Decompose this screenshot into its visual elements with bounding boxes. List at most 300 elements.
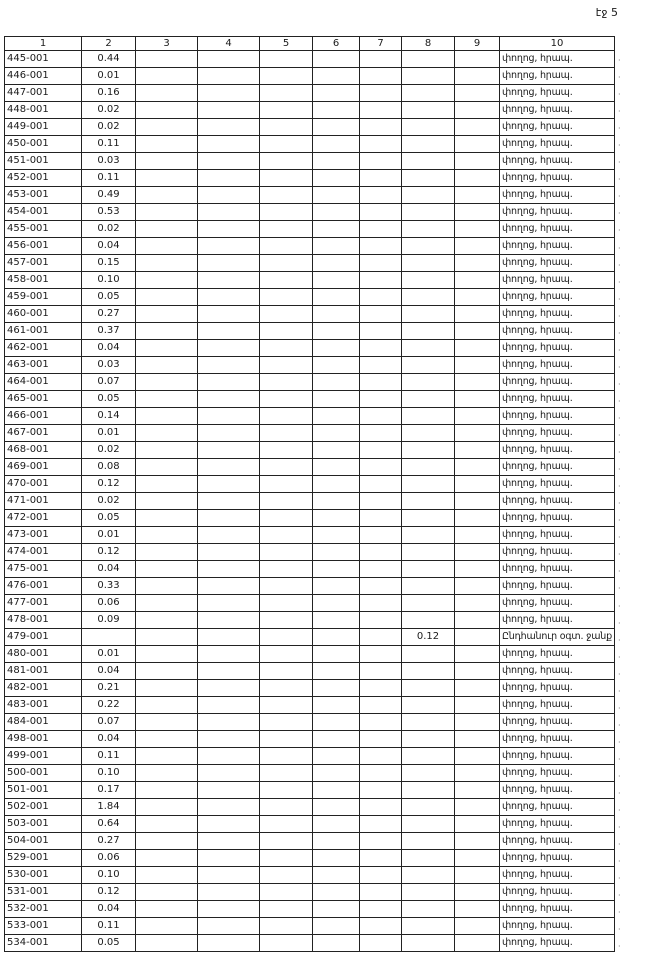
empty-cell: [136, 425, 198, 442]
empty-cell: [455, 561, 500, 578]
table-row: [5, 323, 615, 340]
table-row: [5, 306, 615, 323]
check-mark: ·: [618, 413, 621, 423]
empty-cell: [360, 459, 402, 476]
land-use-cell: փողոց, հրապ.: [500, 323, 615, 340]
empty-cell: [260, 884, 313, 901]
table-row: [5, 425, 615, 442]
area-cell: 0.10: [82, 867, 136, 884]
parcel-id-cell: 456-001: [5, 238, 82, 255]
empty-cell: [198, 476, 260, 493]
land-use-cell: փողոց, հրապ.: [500, 527, 615, 544]
empty-cell: [313, 646, 360, 663]
empty-cell: [455, 595, 500, 612]
table-row: [5, 646, 615, 663]
land-use-cell: փողոց, հրապ.: [500, 476, 615, 493]
empty-cell: [136, 850, 198, 867]
empty-cell: [313, 68, 360, 85]
empty-cell: [260, 221, 313, 238]
parcel-id-cell: 446-001: [5, 68, 82, 85]
empty-cell: [136, 731, 198, 748]
empty-cell: [136, 459, 198, 476]
area-cell: 0.04: [82, 238, 136, 255]
check-mark: ·: [618, 601, 621, 611]
empty-cell: [313, 527, 360, 544]
table-row: [5, 68, 615, 85]
empty-cell: [260, 289, 313, 306]
empty-cell: [313, 51, 360, 68]
empty-cell: [313, 493, 360, 510]
empty-cell: [455, 374, 500, 391]
area-cell: 0.37: [82, 323, 136, 340]
land-use-cell: փողոց, հրապ.: [500, 289, 615, 306]
empty-cell: [455, 578, 500, 595]
empty-cell: [360, 595, 402, 612]
check-mark: ·: [618, 311, 621, 321]
empty-cell: [455, 510, 500, 527]
empty-cell: [198, 391, 260, 408]
empty-cell: [260, 629, 313, 646]
empty-cell: [455, 289, 500, 306]
table-row: [5, 187, 615, 204]
check-mark: ·: [618, 686, 621, 696]
column-8-cell: [402, 935, 455, 952]
area-cell: 0.02: [82, 221, 136, 238]
empty-cell: [198, 918, 260, 935]
empty-cell: [313, 374, 360, 391]
land-use-cell: փողոց, հրապ.: [500, 272, 615, 289]
empty-cell: [455, 527, 500, 544]
empty-cell: [455, 204, 500, 221]
empty-cell: [360, 884, 402, 901]
land-use-cell: փողոց, հրապ.: [500, 306, 615, 323]
empty-cell: [313, 391, 360, 408]
empty-cell: [360, 748, 402, 765]
empty-cell: [198, 663, 260, 680]
land-use-cell: փողոց, հրապ.: [500, 153, 615, 170]
col-header-4: 4: [198, 37, 260, 51]
land-use-cell: փողոց, հրապ.: [500, 510, 615, 527]
check-mark: ·: [618, 618, 621, 628]
empty-cell: [360, 119, 402, 136]
empty-cell: [136, 476, 198, 493]
area-cell: 0.05: [82, 510, 136, 527]
empty-cell: [260, 527, 313, 544]
empty-cell: [198, 136, 260, 153]
land-use-cell: փողոց, հրապ.: [500, 680, 615, 697]
empty-cell: [260, 765, 313, 782]
check-mark: ·: [618, 431, 621, 441]
empty-cell: [360, 187, 402, 204]
area-cell: 0.01: [82, 527, 136, 544]
parcel-id-cell: 480-001: [5, 646, 82, 663]
empty-cell: [260, 748, 313, 765]
empty-cell: [198, 68, 260, 85]
column-8-cell: [402, 748, 455, 765]
empty-cell: [313, 357, 360, 374]
empty-cell: [313, 884, 360, 901]
empty-cell: [455, 391, 500, 408]
area-cell: 0.05: [82, 289, 136, 306]
empty-cell: [260, 714, 313, 731]
table-row: [5, 119, 615, 136]
empty-cell: [455, 884, 500, 901]
check-mark: ·: [618, 806, 621, 816]
parcel-id-cell: 451-001: [5, 153, 82, 170]
parcel-id-cell: 467-001: [5, 425, 82, 442]
check-mark: ·: [618, 754, 621, 764]
empty-cell: [198, 714, 260, 731]
land-use-cell: փողոց, հրապ.: [500, 340, 615, 357]
empty-cell: [198, 85, 260, 102]
empty-cell: [360, 255, 402, 272]
table-body: [5, 51, 615, 952]
empty-cell: [313, 935, 360, 952]
empty-cell: [360, 697, 402, 714]
empty-cell: [260, 867, 313, 884]
empty-cell: [260, 493, 313, 510]
column-8-cell: [402, 85, 455, 102]
check-mark: ·: [618, 243, 621, 253]
column-8-cell: [402, 238, 455, 255]
empty-cell: [360, 799, 402, 816]
area-cell: 0.12: [82, 476, 136, 493]
check-mark: ·: [618, 840, 621, 850]
column-8-cell: [402, 850, 455, 867]
area-cell: 0.27: [82, 833, 136, 850]
table-row: [5, 918, 615, 935]
empty-cell: [313, 578, 360, 595]
land-use-cell: փողոց, հրապ.: [500, 714, 615, 731]
check-mark: ·: [618, 891, 621, 901]
empty-cell: [260, 918, 313, 935]
table-row: [5, 459, 615, 476]
empty-cell: [136, 85, 198, 102]
land-use-cell: փողոց, հրապ.: [500, 170, 615, 187]
area-cell: 0.11: [82, 918, 136, 935]
col-header-7: 7: [360, 37, 402, 51]
parcel-id-cell: 504-001: [5, 833, 82, 850]
area-cell: 0.12: [82, 884, 136, 901]
empty-cell: [313, 782, 360, 799]
table-row: [5, 153, 615, 170]
empty-cell: [360, 493, 402, 510]
check-mark: ·: [618, 107, 621, 117]
area-cell: 0.09: [82, 612, 136, 629]
area-cell: 0.04: [82, 731, 136, 748]
parcel-id-cell: 448-001: [5, 102, 82, 119]
empty-cell: [198, 170, 260, 187]
column-8-cell: [402, 68, 455, 85]
land-use-cell: փողոց, հրապ.: [500, 102, 615, 119]
land-use-cell: փողոց, հրապ.: [500, 765, 615, 782]
check-mark: ·: [618, 260, 621, 270]
empty-cell: [260, 408, 313, 425]
empty-cell: [260, 136, 313, 153]
check-mark: ·: [618, 823, 621, 833]
check-mark: ·: [618, 499, 621, 509]
column-8-cell: [402, 544, 455, 561]
empty-cell: [360, 391, 402, 408]
column-8-cell: [402, 867, 455, 884]
empty-cell: [136, 646, 198, 663]
column-8-cell: [402, 527, 455, 544]
table-row: [5, 697, 615, 714]
page-number: էջ 5: [595, 6, 618, 19]
empty-cell: [313, 799, 360, 816]
area-cell: 0.33: [82, 578, 136, 595]
empty-cell: [198, 510, 260, 527]
parcel-id-cell: 478-001: [5, 612, 82, 629]
empty-cell: [313, 119, 360, 136]
column-8-cell: [402, 340, 455, 357]
empty-cell: [313, 748, 360, 765]
parcel-id-cell: 474-001: [5, 544, 82, 561]
empty-cell: [313, 187, 360, 204]
parcel-id-cell: 531-001: [5, 884, 82, 901]
empty-cell: [136, 493, 198, 510]
col-header-9: 9: [455, 37, 500, 51]
empty-cell: [313, 238, 360, 255]
land-use-cell: փողոց, հրապ.: [500, 408, 615, 425]
empty-cell: [313, 153, 360, 170]
empty-cell: [313, 255, 360, 272]
empty-cell: [360, 289, 402, 306]
empty-cell: [313, 833, 360, 850]
empty-cell: [260, 833, 313, 850]
empty-cell: [260, 816, 313, 833]
empty-cell: [260, 187, 313, 204]
area-cell: 0.01: [82, 68, 136, 85]
column-8-cell: [402, 153, 455, 170]
empty-cell: [313, 289, 360, 306]
empty-cell: [260, 510, 313, 527]
empty-cell: [455, 153, 500, 170]
empty-cell: [136, 442, 198, 459]
empty-cell: [455, 272, 500, 289]
empty-cell: [360, 527, 402, 544]
land-use-cell: փողոց, հրապ.: [500, 51, 615, 68]
land-use-cell: փողոց, հրապ.: [500, 663, 615, 680]
parcel-id-cell: 533-001: [5, 918, 82, 935]
land-use-cell: փողոց, հրապ.: [500, 595, 615, 612]
empty-cell: [455, 612, 500, 629]
parcel-id-cell: 455-001: [5, 221, 82, 238]
empty-cell: [198, 578, 260, 595]
empty-cell: [136, 119, 198, 136]
empty-cell: [136, 663, 198, 680]
parcel-id-cell: 481-001: [5, 663, 82, 680]
empty-cell: [260, 255, 313, 272]
empty-cell: [136, 833, 198, 850]
empty-cell: [455, 799, 500, 816]
empty-cell: [260, 442, 313, 459]
empty-cell: [360, 680, 402, 697]
empty-cell: [313, 680, 360, 697]
empty-cell: [198, 425, 260, 442]
table-row: [5, 476, 615, 493]
empty-cell: [198, 272, 260, 289]
area-cell: 0.01: [82, 646, 136, 663]
land-register-table: [4, 36, 615, 952]
land-use-cell: փողոց, հրապ.: [500, 85, 615, 102]
empty-cell: [360, 153, 402, 170]
empty-cell: [313, 204, 360, 221]
empty-cell: [136, 102, 198, 119]
empty-cell: [198, 306, 260, 323]
empty-cell: [136, 510, 198, 527]
empty-cell: [360, 170, 402, 187]
land-use-cell: Ընդհանուր օգտ. ջանք: [500, 629, 615, 646]
column-8-cell: [402, 408, 455, 425]
check-mark: ·: [618, 652, 621, 662]
column-8-cell: [402, 255, 455, 272]
col-header-10: 10: [500, 37, 615, 51]
empty-cell: [360, 544, 402, 561]
empty-cell: [136, 204, 198, 221]
empty-cell: [260, 357, 313, 374]
empty-cell: [313, 714, 360, 731]
empty-cell: [313, 306, 360, 323]
area-cell: 0.02: [82, 442, 136, 459]
table-row: [5, 374, 615, 391]
empty-cell: [313, 697, 360, 714]
area-cell: 0.02: [82, 493, 136, 510]
column-8-cell: [402, 799, 455, 816]
column-8-cell: [402, 595, 455, 612]
empty-cell: [136, 544, 198, 561]
area-cell: 0.04: [82, 663, 136, 680]
check-mark: ·: [618, 550, 621, 560]
land-use-cell: փողոց, հրապ.: [500, 255, 615, 272]
empty-cell: [136, 323, 198, 340]
empty-cell: [313, 459, 360, 476]
land-use-cell: փողոց, հրապ.: [500, 544, 615, 561]
empty-cell: [136, 884, 198, 901]
empty-cell: [136, 255, 198, 272]
check-mark: ·: [618, 448, 621, 458]
empty-cell: [360, 646, 402, 663]
land-use-cell: փողոց, հրապ.: [500, 425, 615, 442]
check-mark: ·: [618, 771, 621, 781]
land-use-cell: փողոց, հրապ.: [500, 918, 615, 935]
table-row: [5, 255, 615, 272]
land-use-cell: փողոց, հրապ.: [500, 782, 615, 799]
column-8-cell: [402, 765, 455, 782]
column-8-cell: [402, 714, 455, 731]
column-8-cell: [402, 187, 455, 204]
empty-cell: [360, 136, 402, 153]
empty-cell: [260, 646, 313, 663]
check-mark: ·: [618, 396, 621, 406]
empty-cell: [455, 935, 500, 952]
parcel-id-cell: 457-001: [5, 255, 82, 272]
empty-cell: [260, 578, 313, 595]
empty-cell: [455, 493, 500, 510]
check-mark: ·: [618, 158, 621, 168]
land-use-cell: փողոց, հրապ.: [500, 731, 615, 748]
table-row: [5, 357, 615, 374]
check-mark: ·: [618, 175, 621, 185]
empty-cell: [198, 221, 260, 238]
parcel-id-cell: 454-001: [5, 204, 82, 221]
empty-cell: [260, 102, 313, 119]
parcel-id-cell: 532-001: [5, 901, 82, 918]
table-row: [5, 391, 615, 408]
empty-cell: [260, 459, 313, 476]
empty-cell: [136, 612, 198, 629]
empty-cell: [136, 765, 198, 782]
empty-cell: [313, 901, 360, 918]
empty-cell: [455, 357, 500, 374]
empty-cell: [360, 663, 402, 680]
empty-cell: [313, 544, 360, 561]
empty-cell: [260, 340, 313, 357]
table-row: [5, 527, 615, 544]
empty-cell: [360, 340, 402, 357]
empty-cell: [360, 731, 402, 748]
empty-cell: [360, 612, 402, 629]
check-mark: ·: [618, 328, 621, 338]
empty-cell: [136, 340, 198, 357]
empty-cell: [136, 867, 198, 884]
land-use-cell: փողոց, հրապ.: [500, 748, 615, 765]
empty-cell: [455, 918, 500, 935]
empty-cell: [313, 442, 360, 459]
parcel-id-cell: 458-001: [5, 272, 82, 289]
parcel-id-cell: 534-001: [5, 935, 82, 952]
land-use-cell: փողոց, հրապ.: [500, 646, 615, 663]
area-cell: 0.22: [82, 697, 136, 714]
parcel-id-cell: 530-001: [5, 867, 82, 884]
table-row: [5, 204, 615, 221]
land-use-cell: փողոց, հրապ.: [500, 867, 615, 884]
parcel-id-cell: 483-001: [5, 697, 82, 714]
area-cell: 0.02: [82, 102, 136, 119]
empty-cell: [313, 765, 360, 782]
column-8-cell: [402, 459, 455, 476]
empty-cell: [198, 629, 260, 646]
empty-cell: [260, 119, 313, 136]
empty-cell: [455, 476, 500, 493]
parcel-id-cell: 465-001: [5, 391, 82, 408]
empty-cell: [198, 799, 260, 816]
empty-cell: [260, 204, 313, 221]
table-row: [5, 238, 615, 255]
empty-cell: [313, 612, 360, 629]
empty-cell: [198, 867, 260, 884]
empty-cell: [260, 901, 313, 918]
table-row: [5, 170, 615, 187]
empty-cell: [136, 799, 198, 816]
table-row: [5, 493, 615, 510]
empty-cell: [360, 425, 402, 442]
empty-cell: [313, 850, 360, 867]
empty-cell: [360, 204, 402, 221]
empty-cell: [455, 731, 500, 748]
empty-cell: [198, 765, 260, 782]
parcel-id-cell: 463-001: [5, 357, 82, 374]
empty-cell: [313, 663, 360, 680]
empty-cell: [198, 833, 260, 850]
empty-cell: [260, 850, 313, 867]
check-mark: ·: [618, 90, 621, 100]
empty-cell: [360, 561, 402, 578]
check-mark: ·: [618, 379, 621, 389]
empty-cell: [360, 306, 402, 323]
empty-cell: [313, 867, 360, 884]
empty-cell: [136, 697, 198, 714]
